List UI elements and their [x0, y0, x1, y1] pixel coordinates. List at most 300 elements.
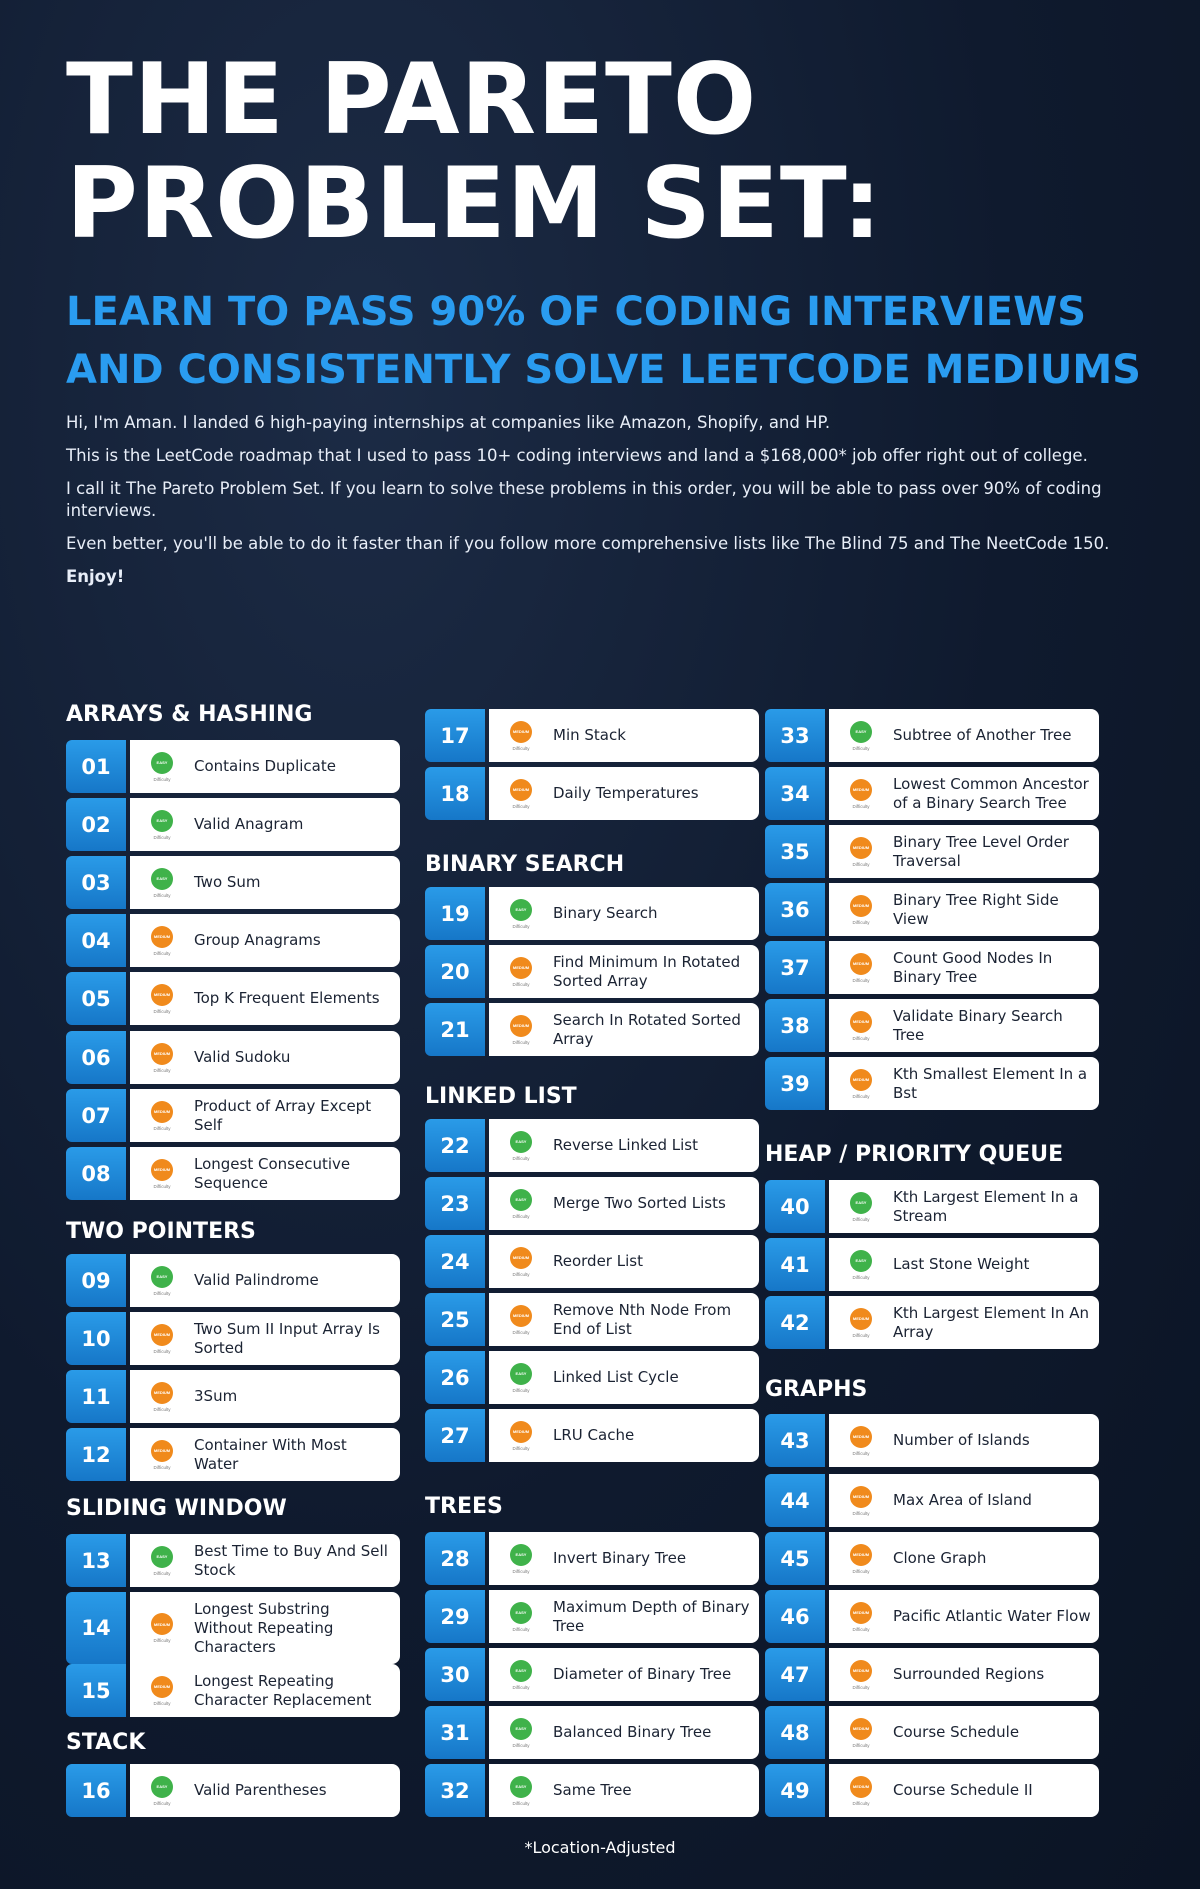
- difficulty-dot-icon: [850, 1776, 872, 1798]
- difficulty-dot-icon: [151, 1324, 173, 1346]
- difficulty-label: Difficulty: [153, 776, 171, 782]
- subtitle-line-2: AND CONSISTENTLY SOLVE LEETCODE MEDIUMS: [66, 347, 1141, 393]
- difficulty-badge-text: EASY: [515, 1552, 527, 1557]
- problem-item[interactable]: [66, 1664, 400, 1717]
- problem-card[interactable]: [130, 972, 400, 1025]
- problem-name[interactable]: Linked List Cycle: [553, 1368, 679, 1386]
- problem-name[interactable]: Valid Anagram: [194, 815, 304, 833]
- difficulty-badge-text: MEDIUM: [852, 845, 870, 850]
- problem-item[interactable]: [66, 1254, 400, 1307]
- difficulty-dot-icon: [151, 1440, 173, 1462]
- difficulty-label: Difficulty: [852, 803, 870, 809]
- problem-number: 29: [425, 1590, 485, 1643]
- difficulty-dot-icon: [850, 1660, 872, 1682]
- difficulty-label: Difficulty: [153, 1406, 171, 1412]
- problem-name[interactable]: Search In Rotated Sorted Array: [553, 1010, 741, 1048]
- difficulty-label: Difficulty: [852, 1626, 870, 1632]
- problem-card[interactable]: [489, 767, 759, 820]
- problem-card[interactable]: [130, 740, 400, 793]
- problem-card[interactable]: [489, 1003, 759, 1056]
- problem-name[interactable]: Subtree of Another Tree: [893, 726, 1072, 744]
- difficulty-indicator: [130, 1043, 194, 1073]
- difficulty-badge-text: MEDIUM: [852, 1726, 870, 1731]
- problem-name[interactable]: 3Sum: [194, 1387, 238, 1405]
- problem-item[interactable]: [66, 1592, 400, 1664]
- difficulty-badge-text: EASY: [855, 1200, 867, 1205]
- difficulty-dot-icon: [510, 957, 532, 979]
- problem-card[interactable]: [130, 856, 400, 909]
- difficulty-indicator: [130, 984, 194, 1014]
- problem-item[interactable]: [425, 887, 759, 940]
- problem-name[interactable]: Validate Binary Search Tree: [893, 1006, 1063, 1044]
- difficulty-dot-icon: [510, 1544, 532, 1566]
- problem-item[interactable]: [765, 1532, 1099, 1585]
- difficulty-indicator: [489, 779, 553, 809]
- problem-item[interactable]: [425, 1351, 759, 1404]
- difficulty-dot-icon: [151, 926, 173, 948]
- problem-number: 27: [425, 1409, 485, 1462]
- difficulty-indicator: [130, 1546, 194, 1576]
- problem-card[interactable]: [829, 1532, 1099, 1585]
- problem-number: 11: [66, 1370, 126, 1423]
- difficulty-indicator: [489, 721, 553, 751]
- difficulty-indicator: [829, 1776, 893, 1806]
- problem-item[interactable]: [765, 1764, 1099, 1817]
- difficulty-dot-icon: [510, 899, 532, 921]
- problem-card[interactable]: [130, 798, 400, 851]
- problem-number: 12: [66, 1428, 126, 1481]
- problem-card[interactable]: [130, 1764, 400, 1817]
- section-title-sliding-window: SLIDING WINDOW: [66, 1496, 287, 1521]
- problem-name[interactable]: Last Stone Weight: [893, 1255, 1030, 1273]
- difficulty-badge-text: MEDIUM: [852, 903, 870, 908]
- difficulty-badge-text: MEDIUM: [153, 1051, 171, 1056]
- problem-card[interactable]: [130, 1664, 400, 1717]
- problem-name[interactable]: Binary Tree Level Order Traversal: [893, 832, 1069, 870]
- difficulty-dot-icon: [850, 1718, 872, 1740]
- problem-number: 16: [66, 1764, 126, 1817]
- difficulty-label: Difficulty: [852, 1332, 870, 1338]
- problem-name[interactable]: Contains Duplicate: [194, 757, 336, 775]
- difficulty-dot-icon: [151, 984, 173, 1006]
- difficulty-indicator: [130, 1382, 194, 1412]
- problem-name[interactable]: Valid Parentheses: [194, 1781, 327, 1799]
- difficulty-indicator: [829, 1486, 893, 1516]
- difficulty-label: Difficulty: [153, 1800, 171, 1806]
- difficulty-indicator: [829, 1308, 893, 1338]
- difficulty-label: Difficulty: [153, 1183, 171, 1189]
- problem-item[interactable]: [425, 1706, 759, 1759]
- problem-item[interactable]: [765, 1057, 1099, 1110]
- difficulty-indicator: [130, 1324, 194, 1354]
- problem-item[interactable]: [425, 1590, 759, 1643]
- problem-number: 33: [765, 709, 825, 762]
- problem-card[interactable]: [829, 1180, 1099, 1233]
- difficulty-dot-icon: [850, 1192, 872, 1214]
- problem-name[interactable]: Longest Substring Without Repeating Characters: [194, 1599, 334, 1656]
- section-title-arrays-hashing: ARRAYS & HASHING: [66, 702, 313, 727]
- problem-card[interactable]: [489, 1293, 759, 1346]
- title-line-2: PROBLEM SET:: [66, 147, 883, 261]
- difficulty-label: Difficulty: [512, 981, 530, 987]
- problem-name[interactable]: Two Sum: [194, 873, 261, 891]
- difficulty-indicator: [130, 1776, 194, 1806]
- problem-card[interactable]: [489, 1409, 759, 1462]
- problem-name[interactable]: Reorder List: [553, 1252, 643, 1270]
- problem-item[interactable]: [425, 1003, 759, 1056]
- difficulty-dot-icon: [510, 1131, 532, 1153]
- problem-card[interactable]: [829, 1648, 1099, 1701]
- difficulty-label: Difficulty: [852, 861, 870, 867]
- problem-name[interactable]: Binary Search: [553, 904, 658, 922]
- problem-number: 18: [425, 767, 485, 820]
- problem-card[interactable]: [130, 1031, 400, 1084]
- problem-item[interactable]: [66, 856, 400, 909]
- problem-number: 25: [425, 1293, 485, 1346]
- problem-item[interactable]: [425, 945, 759, 998]
- problem-card[interactable]: [130, 1534, 400, 1587]
- difficulty-indicator: [489, 1189, 553, 1219]
- problem-item[interactable]: [765, 767, 1099, 820]
- intro-paragraph: This is the LeetCode roadmap that I used to pass 10+ coding interviews and land a $168,000* job offer right out of college.: [66, 446, 1088, 465]
- difficulty-badge-text: EASY: [515, 1139, 527, 1144]
- problem-number: 03: [66, 856, 126, 909]
- problem-name[interactable]: Merge Two Sorted Lists: [553, 1194, 726, 1212]
- problem-name[interactable]: Same Tree: [553, 1781, 632, 1799]
- difficulty-label: Difficulty: [852, 745, 870, 751]
- problem-card[interactable]: [489, 1648, 759, 1701]
- problem-card[interactable]: [489, 1764, 759, 1817]
- problem-name[interactable]: Number of Islands: [893, 1431, 1030, 1449]
- problem-item[interactable]: [425, 1119, 759, 1172]
- problem-item[interactable]: [66, 1370, 400, 1423]
- problem-card[interactable]: [130, 1370, 400, 1423]
- difficulty-label: Difficulty: [512, 1626, 530, 1632]
- problem-card[interactable]: [489, 945, 759, 998]
- difficulty-label: Difficulty: [153, 834, 171, 840]
- problem-item[interactable]: [66, 1031, 400, 1084]
- intro-paragraph: I call it The Pareto Problem Set. If you learn to solve these problems in this order, you will be able to pass over 90% of coding interviews.: [66, 479, 1102, 520]
- problem-item[interactable]: [66, 1147, 400, 1200]
- problem-name[interactable]: Kth Smallest Element In a Bst: [893, 1064, 1088, 1102]
- problem-card[interactable]: [130, 1428, 400, 1481]
- problem-name[interactable]: Lowest Common Ancestor of a Binary Search Tree: [893, 774, 1089, 812]
- difficulty-badge-text: EASY: [515, 1784, 527, 1789]
- difficulty-badge-text: MEDIUM: [153, 934, 171, 939]
- problem-name[interactable]: Balanced Binary Tree: [553, 1723, 712, 1741]
- problem-card[interactable]: [829, 1414, 1099, 1467]
- problem-card[interactable]: [130, 1312, 400, 1365]
- section-title-stack: STACK: [66, 1730, 146, 1755]
- difficulty-dot-icon: [151, 1266, 173, 1288]
- difficulty-badge-text: MEDIUM: [512, 1255, 530, 1260]
- problem-number: 48: [765, 1706, 825, 1759]
- problem-card[interactable]: [829, 1764, 1099, 1817]
- problem-card[interactable]: [829, 883, 1099, 936]
- difficulty-indicator: [829, 1718, 893, 1748]
- problem-item[interactable]: [66, 1089, 400, 1142]
- problem-name[interactable]: Top K Frequent Elements: [194, 989, 380, 1007]
- problem-name[interactable]: Group Anagrams: [194, 931, 321, 949]
- difficulty-badge-text: MEDIUM: [512, 1313, 530, 1318]
- problem-name[interactable]: Invert Binary Tree: [553, 1549, 687, 1567]
- problem-name[interactable]: Valid Sudoku: [194, 1048, 291, 1066]
- problem-card[interactable]: [130, 1147, 400, 1200]
- problem-name[interactable]: LRU Cache: [553, 1426, 635, 1444]
- difficulty-dot-icon: [510, 1015, 532, 1037]
- subtitle-line-1: LEARN TO PASS 90% OF CODING INTERVIEWS: [66, 289, 1086, 335]
- difficulty-badge-text: MEDIUM: [512, 729, 530, 734]
- problem-number: 32: [425, 1764, 485, 1817]
- problem-card[interactable]: [489, 1590, 759, 1643]
- difficulty-indicator: [829, 1544, 893, 1574]
- problem-name[interactable]: Pacific Atlantic Water Flow: [893, 1607, 1091, 1625]
- problem-item[interactable]: [425, 1177, 759, 1230]
- problem-item[interactable]: [765, 1238, 1099, 1291]
- problem-item[interactable]: [66, 1534, 400, 1587]
- problem-item[interactable]: [66, 798, 400, 851]
- problem-name[interactable]: Min Stack: [553, 726, 626, 744]
- difficulty-dot-icon: [850, 1069, 872, 1091]
- difficulty-label: Difficulty: [512, 1213, 530, 1219]
- problem-item[interactable]: [765, 1706, 1099, 1759]
- difficulty-badge-text: EASY: [515, 1726, 527, 1731]
- problem-item[interactable]: [765, 1296, 1099, 1349]
- difficulty-badge-text: EASY: [515, 1668, 527, 1673]
- problem-card[interactable]: [829, 1706, 1099, 1759]
- intro-text: [66, 412, 1146, 599]
- problem-item[interactable]: [765, 1474, 1099, 1527]
- difficulty-indicator: [829, 1426, 893, 1456]
- problem-card[interactable]: [130, 914, 400, 967]
- problem-card[interactable]: [489, 1351, 759, 1404]
- problem-card[interactable]: [489, 1119, 759, 1172]
- problem-name[interactable]: Max Area of Island: [893, 1491, 1032, 1509]
- difficulty-badge-text: MEDIUM: [852, 961, 870, 966]
- problem-number: 41: [765, 1238, 825, 1291]
- difficulty-badge-text: MEDIUM: [852, 1077, 870, 1082]
- problem-item[interactable]: [425, 767, 759, 820]
- problem-number: 37: [765, 941, 825, 994]
- problem-number: 21: [425, 1003, 485, 1056]
- difficulty-indicator: [489, 1544, 553, 1574]
- difficulty-dot-icon: [151, 1382, 173, 1404]
- difficulty-badge-text: MEDIUM: [852, 787, 870, 792]
- difficulty-indicator: [130, 810, 194, 840]
- problem-name[interactable]: Find Minimum In Rotated Sorted Array: [553, 952, 741, 990]
- difficulty-label: Difficulty: [512, 1155, 530, 1161]
- difficulty-indicator: [130, 1101, 194, 1131]
- problem-number: 09: [66, 1254, 126, 1307]
- section-title-linked-list: LINKED LIST: [425, 1084, 577, 1109]
- problem-item[interactable]: [765, 1180, 1099, 1233]
- difficulty-label: Difficulty: [512, 803, 530, 809]
- difficulty-badge-text: EASY: [156, 876, 168, 881]
- difficulty-dot-icon: [510, 1189, 532, 1211]
- problem-number: 49: [765, 1764, 825, 1817]
- problem-item[interactable]: [66, 740, 400, 793]
- difficulty-label: Difficulty: [512, 1271, 530, 1277]
- difficulty-badge-text: MEDIUM: [852, 1668, 870, 1673]
- problem-item[interactable]: [425, 709, 759, 762]
- difficulty-label: Difficulty: [153, 1464, 171, 1470]
- problem-card[interactable]: [489, 1532, 759, 1585]
- problem-card[interactable]: [489, 1235, 759, 1288]
- problem-name[interactable]: Daily Temperatures: [553, 784, 699, 802]
- difficulty-badge-text: MEDIUM: [852, 1494, 870, 1499]
- problem-card[interactable]: [130, 1254, 400, 1307]
- problem-card[interactable]: [489, 1706, 759, 1759]
- difficulty-badge-text: MEDIUM: [512, 965, 530, 970]
- difficulty-indicator: [489, 899, 553, 929]
- problem-card[interactable]: [829, 999, 1099, 1052]
- problem-number: 10: [66, 1312, 126, 1365]
- problem-card[interactable]: [829, 1238, 1099, 1291]
- difficulty-indicator: [829, 1192, 893, 1222]
- problem-card[interactable]: [829, 1590, 1099, 1643]
- problem-number: 15: [66, 1664, 126, 1717]
- problem-item[interactable]: [765, 999, 1099, 1052]
- difficulty-label: Difficulty: [153, 1700, 171, 1706]
- problem-name[interactable]: Reverse Linked List: [553, 1136, 698, 1154]
- difficulty-badge-text: MEDIUM: [153, 1390, 171, 1395]
- problem-name[interactable]: Count Good Nodes In Binary Tree: [893, 948, 1053, 986]
- difficulty-indicator: [829, 1602, 893, 1632]
- intro-paragraph: Hi, I'm Aman. I landed 6 high-paying internships at companies like Amazon, Shopify, and HP.: [66, 413, 831, 432]
- problem-name[interactable]: Best Time to Buy And Sell Stock: [194, 1541, 388, 1579]
- problem-number: 30: [425, 1648, 485, 1701]
- difficulty-label: Difficulty: [852, 1568, 870, 1574]
- problem-name[interactable]: Course Schedule II: [893, 1781, 1033, 1799]
- problem-name[interactable]: Product of Array Except Self: [194, 1096, 372, 1134]
- difficulty-indicator: [130, 926, 194, 956]
- problem-number: 17: [425, 709, 485, 762]
- problem-card[interactable]: [489, 1177, 759, 1230]
- problem-name[interactable]: Diameter of Binary Tree: [553, 1665, 732, 1683]
- problem-number: 19: [425, 887, 485, 940]
- problem-name[interactable]: Remove Nth Node From End of List: [553, 1300, 732, 1338]
- problem-item[interactable]: [425, 1409, 759, 1462]
- problem-item[interactable]: [66, 1428, 400, 1481]
- difficulty-indicator: [829, 953, 893, 983]
- difficulty-label: Difficulty: [512, 745, 530, 751]
- difficulty-label: Difficulty: [153, 1125, 171, 1131]
- problem-number: 42: [765, 1296, 825, 1349]
- difficulty-badge-text: EASY: [515, 1610, 527, 1615]
- problem-item[interactable]: [66, 972, 400, 1025]
- problem-card[interactable]: [829, 1057, 1099, 1110]
- problem-number: 38: [765, 999, 825, 1052]
- difficulty-badge-text: EASY: [855, 729, 867, 734]
- difficulty-indicator: [489, 1660, 553, 1690]
- problem-item[interactable]: [425, 1764, 759, 1817]
- difficulty-badge-text: MEDIUM: [153, 1332, 171, 1337]
- problem-item[interactable]: [765, 941, 1099, 994]
- problem-card[interactable]: [489, 887, 759, 940]
- difficulty-dot-icon: [510, 1660, 532, 1682]
- difficulty-label: Difficulty: [512, 1684, 530, 1690]
- problem-card[interactable]: [829, 1474, 1099, 1527]
- difficulty-indicator: [489, 1718, 553, 1748]
- difficulty-label: Difficulty: [512, 1445, 530, 1451]
- problem-name[interactable]: Kth Largest Element In An Array: [893, 1303, 1089, 1341]
- problem-item[interactable]: [765, 1590, 1099, 1643]
- difficulty-badge-text: MEDIUM: [852, 1784, 870, 1789]
- difficulty-dot-icon: [510, 1776, 532, 1798]
- problem-item[interactable]: [765, 709, 1099, 762]
- problem-name[interactable]: Two Sum II Input Array Is Sorted: [194, 1319, 380, 1357]
- problem-name[interactable]: Surrounded Regions: [893, 1665, 1045, 1683]
- problem-card[interactable]: [829, 941, 1099, 994]
- problem-name[interactable]: Valid Palindrome: [194, 1271, 319, 1289]
- problem-item[interactable]: [425, 1235, 759, 1288]
- problem-card[interactable]: [829, 825, 1099, 878]
- difficulty-label: Difficulty: [852, 1216, 870, 1222]
- problem-name[interactable]: Container With Most Water: [194, 1435, 347, 1473]
- problem-item[interactable]: [765, 825, 1099, 878]
- difficulty-dot-icon: [510, 779, 532, 801]
- problem-number: 07: [66, 1089, 126, 1142]
- problem-card[interactable]: [829, 1296, 1099, 1349]
- difficulty-badge-text: MEDIUM: [512, 1023, 530, 1028]
- difficulty-badge-text: EASY: [156, 1274, 168, 1279]
- difficulty-dot-icon: [850, 779, 872, 801]
- problem-number: 39: [765, 1057, 825, 1110]
- difficulty-indicator: [489, 1015, 553, 1045]
- problem-item[interactable]: [425, 1293, 759, 1346]
- problem-item[interactable]: [66, 914, 400, 967]
- problem-item[interactable]: [765, 1414, 1099, 1467]
- difficulty-dot-icon: [510, 1718, 532, 1740]
- problem-name[interactable]: Kth Largest Element In a Stream: [893, 1187, 1079, 1225]
- problem-name[interactable]: Maximum Depth of Binary Tree: [553, 1597, 750, 1635]
- difficulty-indicator: [829, 721, 893, 751]
- problem-item[interactable]: [425, 1648, 759, 1701]
- section-title-two-pointers: TWO POINTERS: [66, 1219, 256, 1244]
- difficulty-label: Difficulty: [153, 1570, 171, 1576]
- difficulty-badge-text: EASY: [156, 1554, 168, 1559]
- problem-name[interactable]: Longest Consecutive Sequence: [194, 1154, 351, 1192]
- page-subtitle: [66, 283, 1166, 399]
- difficulty-badge-text: EASY: [515, 1197, 527, 1202]
- problem-item[interactable]: [765, 1648, 1099, 1701]
- difficulty-label: Difficulty: [512, 1329, 530, 1335]
- problem-number: 40: [765, 1180, 825, 1233]
- problem-card[interactable]: [829, 767, 1099, 820]
- difficulty-dot-icon: [510, 721, 532, 743]
- problem-card[interactable]: [489, 709, 759, 762]
- problem-card[interactable]: [130, 1592, 400, 1664]
- difficulty-dot-icon: [850, 1602, 872, 1624]
- problem-name[interactable]: Course Schedule: [893, 1723, 1020, 1741]
- difficulty-label: Difficulty: [512, 1800, 530, 1806]
- problem-name[interactable]: Clone Graph: [893, 1549, 987, 1567]
- difficulty-badge-text: MEDIUM: [852, 1552, 870, 1557]
- problem-name[interactable]: Longest Repeating Character Replacement: [194, 1671, 372, 1709]
- difficulty-dot-icon: [510, 1421, 532, 1443]
- problem-card[interactable]: [130, 1089, 400, 1142]
- problem-item[interactable]: [425, 1532, 759, 1585]
- difficulty-dot-icon: [151, 1776, 173, 1798]
- problem-item[interactable]: [66, 1764, 400, 1817]
- difficulty-badge-text: EASY: [156, 818, 168, 823]
- problem-name[interactable]: Binary Tree Right Side View: [893, 890, 1059, 928]
- problem-item[interactable]: [765, 883, 1099, 936]
- problem-item[interactable]: [66, 1312, 400, 1365]
- problem-card[interactable]: [829, 709, 1099, 762]
- difficulty-badge-text: MEDIUM: [852, 1316, 870, 1321]
- difficulty-badge-text: MEDIUM: [153, 1448, 171, 1453]
